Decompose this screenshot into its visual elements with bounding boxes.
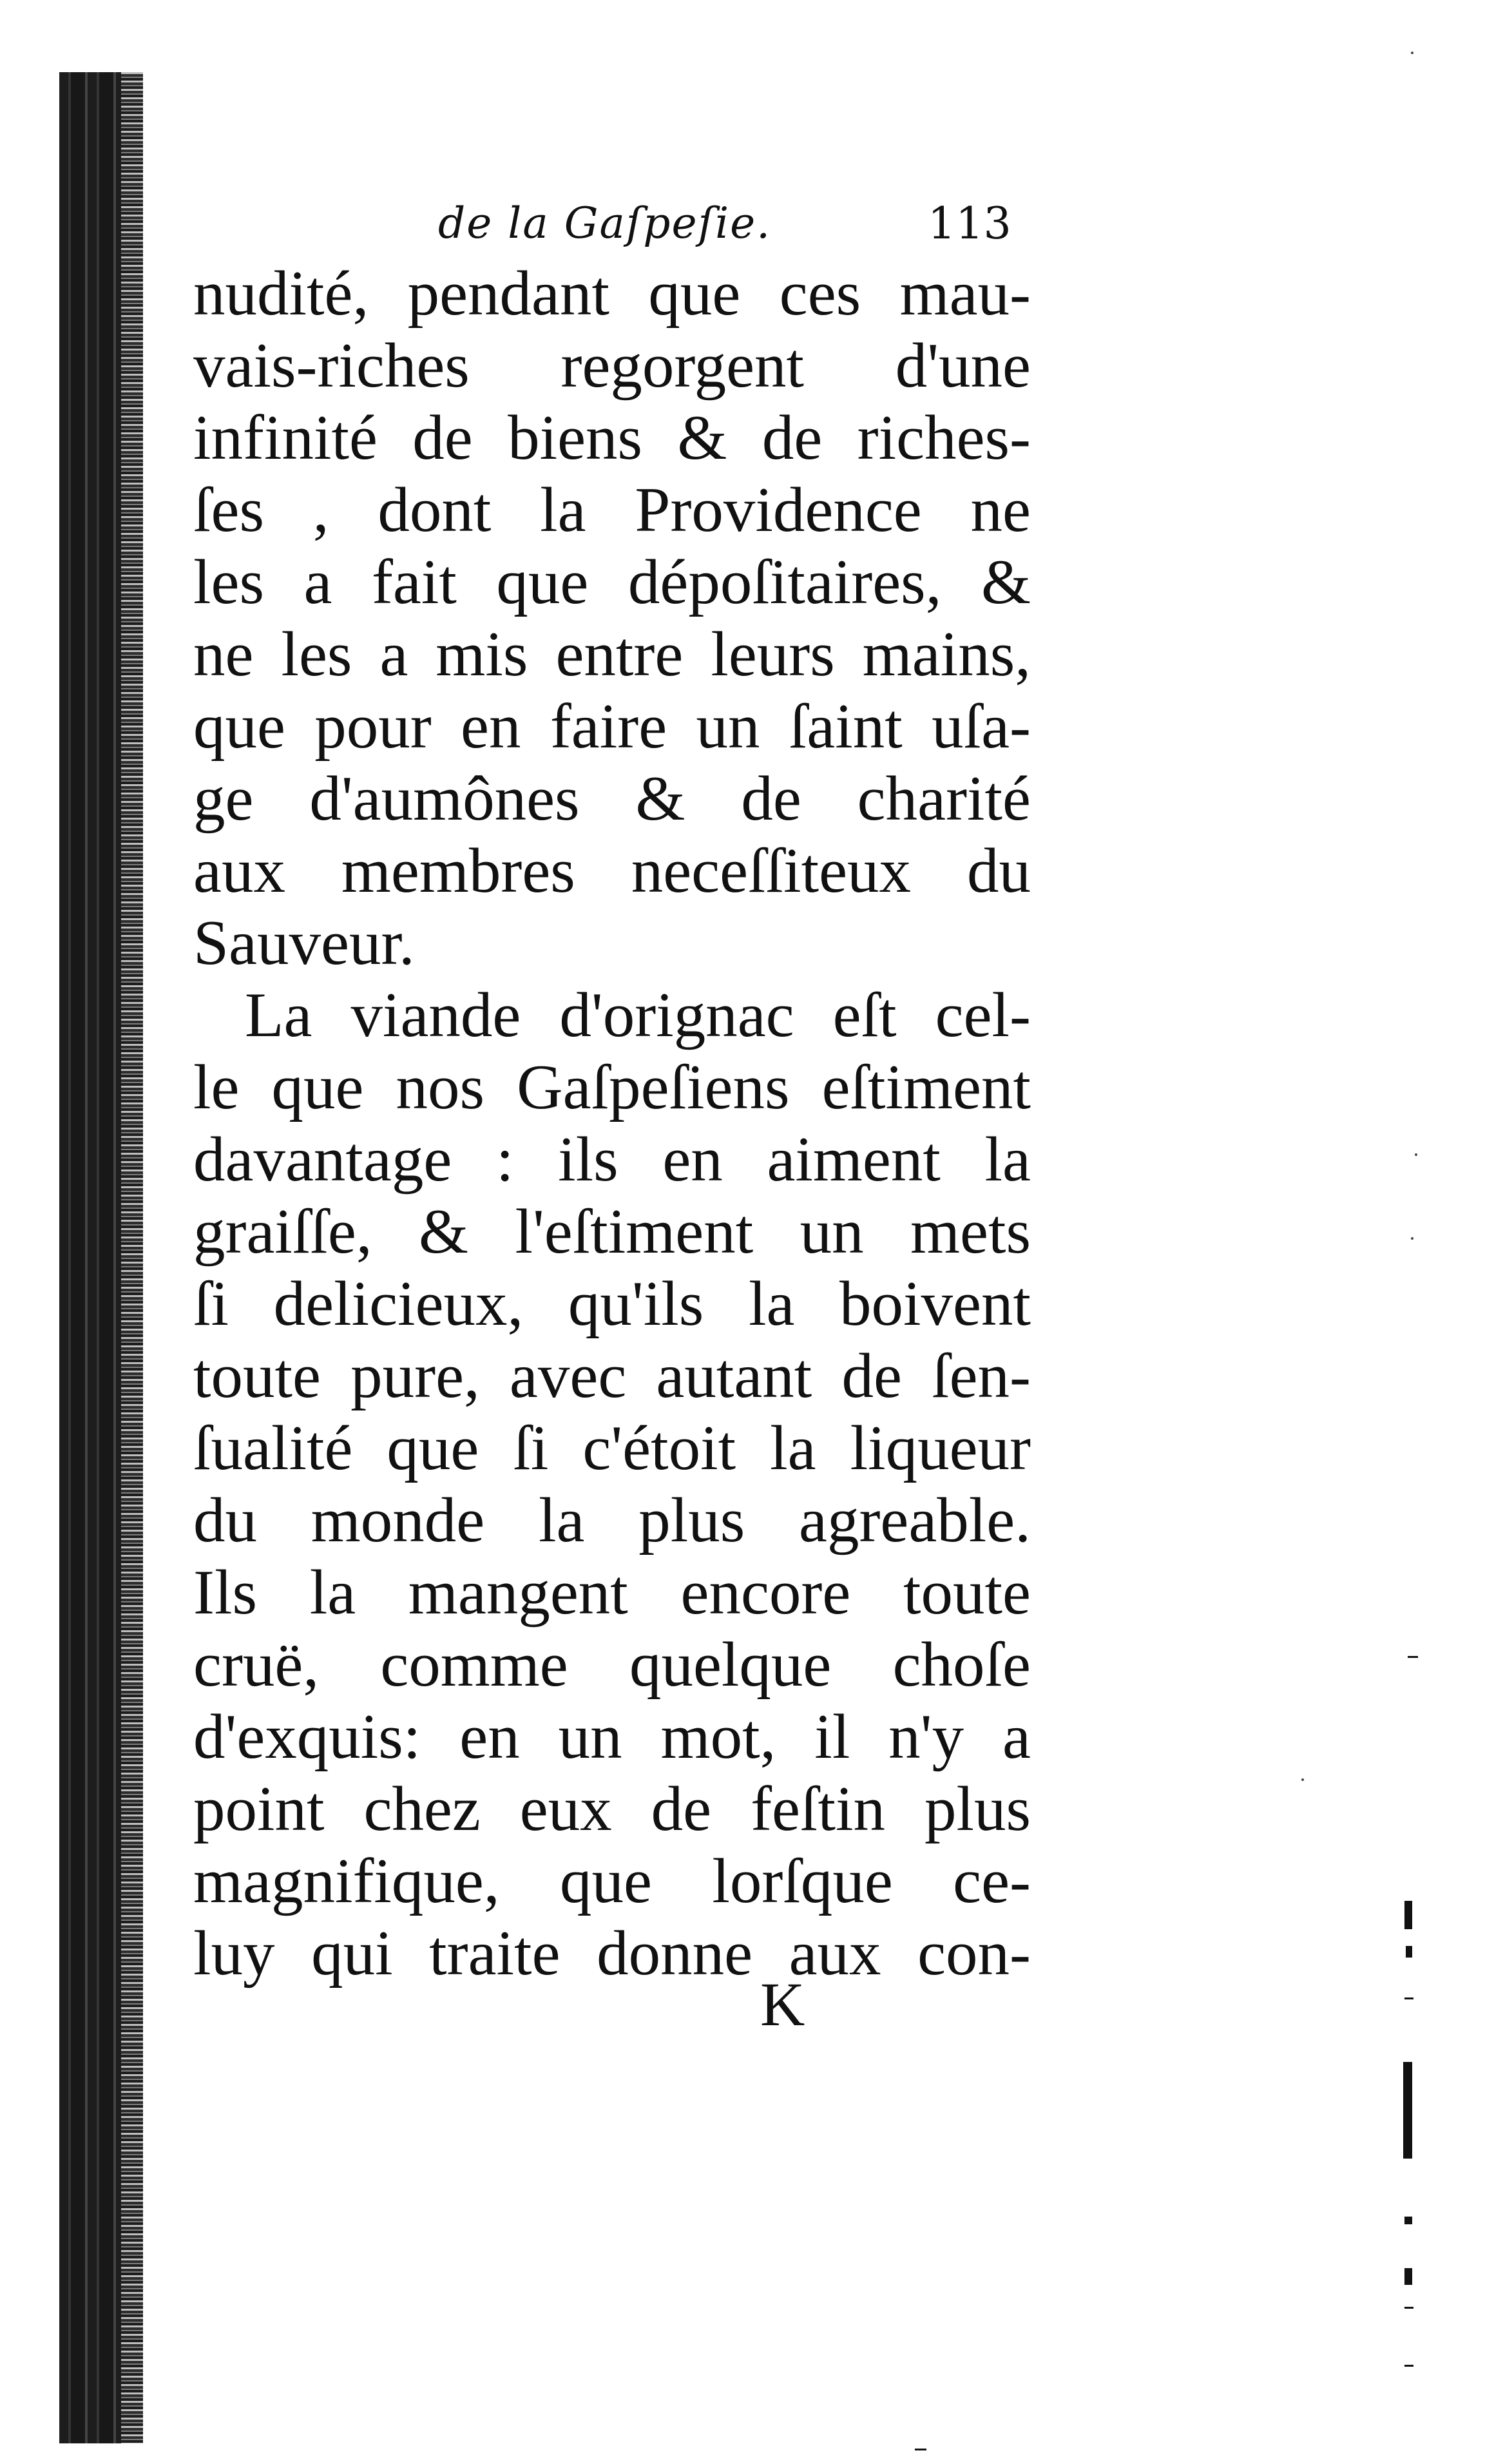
text-line: le que nos Gaſpeſiens eſtiment	[193, 1052, 1031, 1122]
text-line: du monde la plus agreable.	[193, 1485, 1031, 1555]
scan-artifact	[1411, 1237, 1413, 1240]
scan-artifact	[1415, 1153, 1417, 1156]
scan-artifact	[1404, 2365, 1413, 2367]
text-line: davantage : ils en aiment la	[193, 1124, 1031, 1195]
scan-artifact	[1404, 1901, 1412, 1929]
text-line: ne les a mis entre leurs mains,	[193, 619, 1031, 689]
text-line: que pour en faire un ſaint uſa-	[193, 691, 1031, 762]
scan-artifact	[1404, 2307, 1413, 2309]
paragraph-first-line: La viande d'orignac eſt cel-	[245, 980, 1031, 1050]
scan-artifact	[915, 2449, 926, 2450]
signature-mark: K	[760, 1970, 805, 2039]
running-head: de la Gaſpeſie.	[438, 198, 772, 248]
text-line: toute pure, avec autant de ſen-	[193, 1341, 1031, 1411]
scan-artifact	[1403, 2062, 1412, 2159]
scan-artifact	[1404, 1997, 1413, 1999]
text-line: aux membres neceſſiteux du	[193, 836, 1031, 906]
text-line: graiſſe, & l'eſtiment un mets	[193, 1197, 1031, 1267]
scan-artifact	[1411, 52, 1413, 54]
text-line: ſi delicieux, qu'ils la boivent	[193, 1269, 1031, 1339]
text-line: point chez eux de feſtin plus	[193, 1774, 1031, 1844]
text-line: Sauveur.	[193, 908, 415, 978]
text-line: Ils la mangent encore toute	[193, 1557, 1031, 1628]
text-line: luy qui traite donne aux con-	[193, 1918, 1031, 1988]
text-line: ge d'aumônes & de charité	[193, 764, 1031, 834]
text-line: nudité, pendant que ces mau-	[193, 258, 1031, 329]
scan-artifact	[1408, 1656, 1418, 1658]
text-line: d'exquis: en un mot, il n'y a	[193, 1702, 1031, 1772]
text-line: infinité de biens & de riches-	[193, 403, 1031, 473]
text-line: magnifique, que lorſque ce-	[193, 1846, 1031, 1916]
scan-artifact	[1406, 1946, 1412, 1958]
text-line: vais-riches regorgent d'une	[193, 331, 1031, 401]
scan-artifact	[1301, 1778, 1304, 1781]
text-line: ſes , dont la Providence ne	[193, 475, 1031, 545]
scan-artifact	[1404, 2268, 1412, 2285]
text-line: ſualité que ſi c'étoit la liqueur	[193, 1413, 1031, 1483]
text-line: cruë, comme quelque choſe	[193, 1630, 1031, 1700]
text-line: les a fait que dépoſitaires, &	[193, 547, 1031, 617]
scan-artifact	[1404, 2217, 1412, 2224]
book-spine-shadow	[59, 72, 143, 2443]
page-number: 113	[928, 198, 1011, 249]
